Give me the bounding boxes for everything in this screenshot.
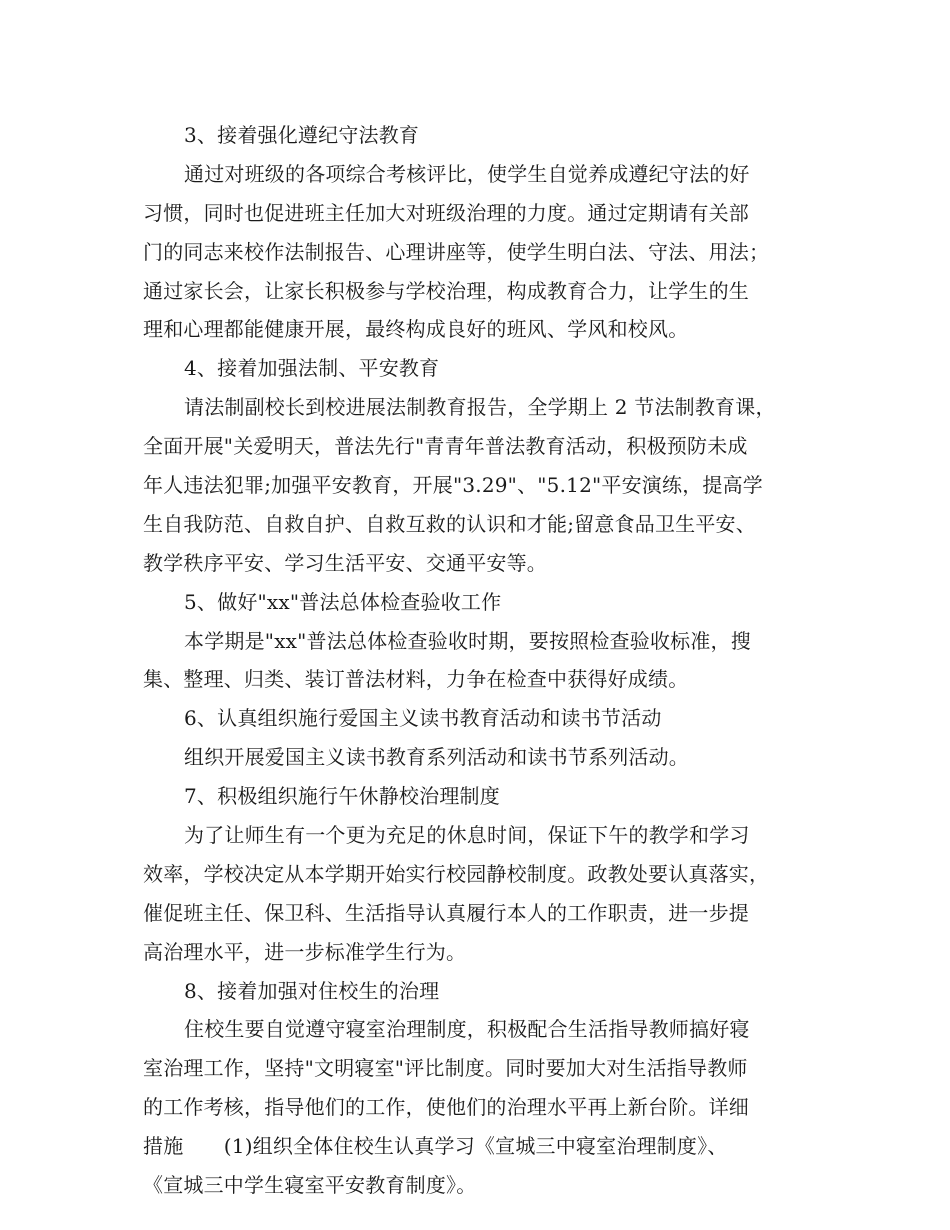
- paragraph-line: 效率，学校决定从本学期开始实行校园静校制度。政教处要认真落实，: [143, 861, 770, 886]
- paragraph-line: 教学秩序平安、学习生活平安、交通平安等。: [143, 550, 547, 575]
- heading-3: 3、接着强化遵纪守法教育: [184, 123, 420, 147]
- paragraph-line: 室治理工作，坚持"文明寝室"评比制度。同时要加大对生活指导教师: [143, 1056, 748, 1081]
- paragraph-line: 全面开展"关爱明天，普法先行"青青年普法教育活动，积极预防未成: [143, 434, 748, 459]
- heading-8: 8、接着加强对住校生的治理: [184, 978, 440, 1003]
- heading-5: 5、做好"xx"普法总体检查验收工作: [184, 589, 502, 614]
- heading-7: 7、积极组织施行午休静校治理制度: [184, 784, 500, 809]
- paragraph-line: 措施 (1)组织全体住校生认真学习《宣城三中寝室治理制度》、: [143, 1134, 728, 1159]
- paragraph-line: 集、整理、归类、装订普法材料，力争在检查中获得好成绩。: [143, 667, 689, 692]
- paragraph-line: 住校生要自觉遵守寝室治理制度，积极配合生活指导教师搞好寝: [184, 1017, 750, 1042]
- paragraph-line: 请法制副校长到校进展法制教育报告，全学期上 2 节法制教育课，: [184, 395, 776, 420]
- paragraph-line: 门的同志来校作法制报告、心理讲座等，使学生明白法、守法、用法；: [143, 239, 770, 264]
- paragraph-line: 的工作考核，指导他们的工作，使他们的治理水平再上新台阶。详细: [143, 1095, 749, 1120]
- paragraph-line: 为了让师生有一个更为充足的休息时间，保证下午的教学和学习: [184, 823, 750, 848]
- paragraph-line: 催促班主任、保卫科、生活指导认真履行本人的工作职责，进一步提: [143, 900, 749, 925]
- heading-4: 4、接着加强法制、平安教育: [184, 356, 440, 381]
- paragraph-line: 通过对班级的各项综合考核评比，使学生自觉养成遵纪守法的好: [184, 161, 750, 186]
- paragraph-line: 通过家长会，让家长积极参与学校治理，构成教育合力，让学生的生: [143, 278, 749, 303]
- heading-6: 6、认真组织施行爱国主义读书教育活动和读书节活动: [184, 706, 662, 731]
- paragraph-line: 生自我防范、自救自护、自救互救的认识和才能;留意食品卫生平安、: [143, 511, 756, 536]
- paragraph-line: 理和心理都能健康开展，最终构成良好的班风、学风和校风。: [143, 317, 689, 342]
- paragraph-line: 本学期是"xx"普法总体检查验收时期，要按照检查验收标准，搜: [184, 628, 751, 653]
- paragraph-line: 《宣城三中学生寝室平安教育制度》。: [143, 1173, 477, 1198]
- paragraph-line: 高治理水平，进一步标准学生行为。: [143, 939, 467, 964]
- paragraph-line: 年人违法犯罪;加强平安教育，开展"3.29"、"5.12"平安演练，提高学: [143, 473, 763, 498]
- paragraph-line: 组织开展爱国主义读书教育系列活动和读书节系列活动。: [184, 745, 689, 770]
- document-page: [143, 116, 813, 1205]
- paragraph-line: 习惯，同时也促进班主任加大对班级治理的力度。通过定期请有关部: [143, 200, 749, 225]
